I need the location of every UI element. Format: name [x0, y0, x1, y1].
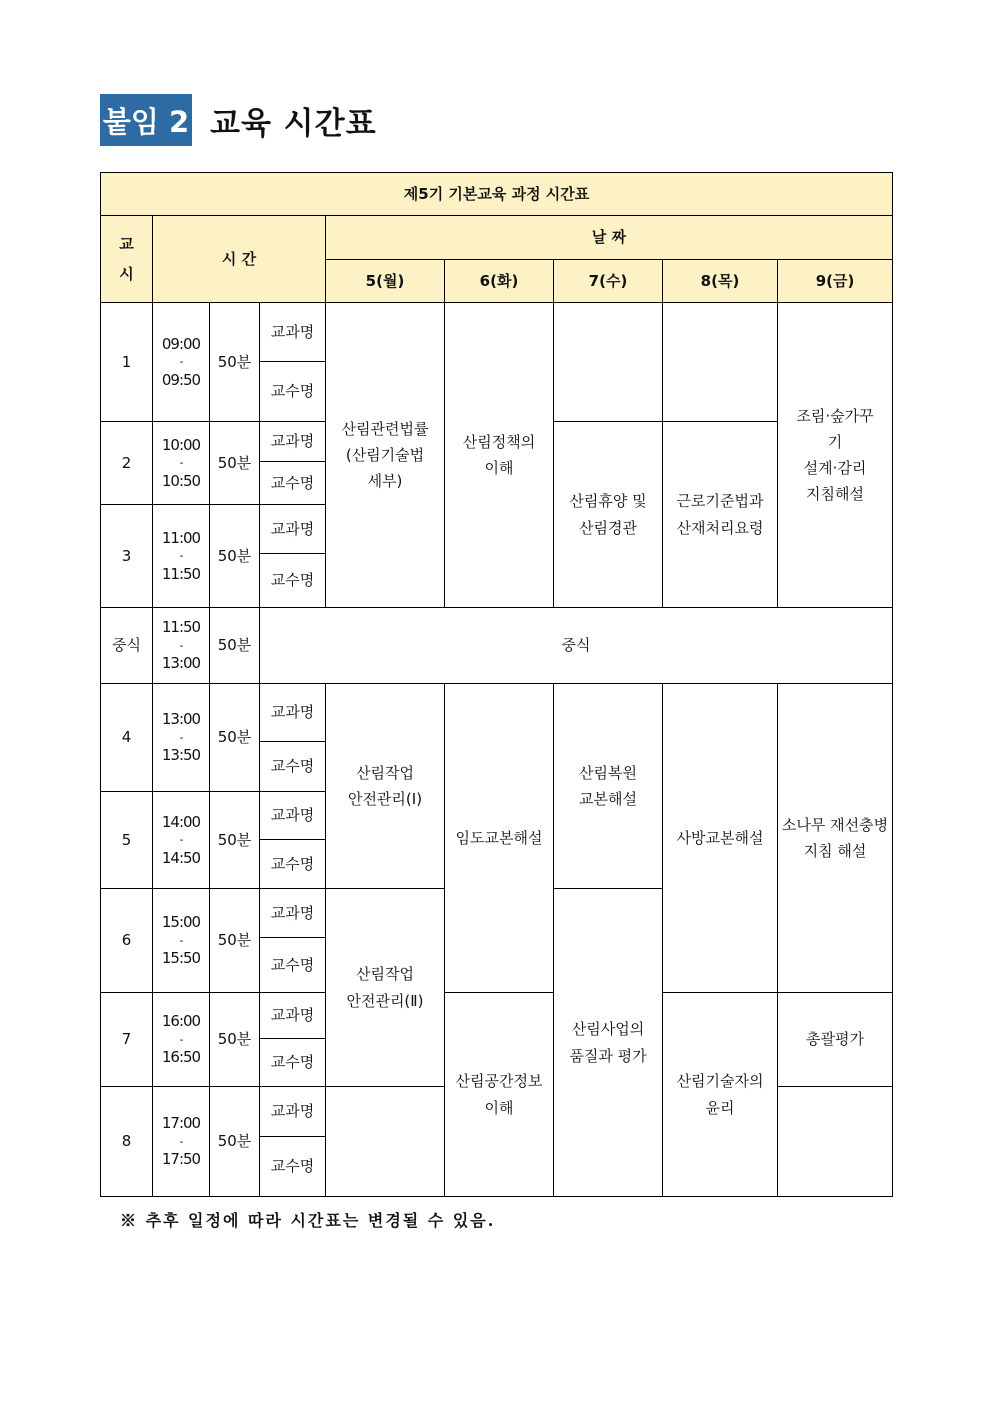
- table-caption: 제5기 기본교육 과정 시간표: [101, 173, 893, 216]
- course-wed-p1: [554, 303, 663, 422]
- header-date: 날 짜: [326, 216, 893, 260]
- course-mon-am: 산림관련법률 (산림기술법 세부): [326, 303, 445, 608]
- professor-label: 교수명: [260, 554, 326, 608]
- lunch-label: 중식: [101, 608, 153, 684]
- day-mon: 5(월): [326, 260, 445, 303]
- period-time: 16:00 - 16:50: [153, 993, 210, 1087]
- course-mon-p67: 산림작업 안전관리(Ⅱ): [326, 889, 445, 1087]
- period-time: 17:00 - 17:50: [153, 1087, 210, 1197]
- professor-label: 교수명: [260, 462, 326, 505]
- period-time: 15:00 - 15:50: [153, 889, 210, 993]
- course-mon-p8: [326, 1087, 445, 1197]
- day-tue: 6(화): [445, 260, 554, 303]
- schedule-change-note: ※ 추후 일정에 따라 시간표는 변경될 수 있음.: [120, 1211, 496, 1230]
- period-number: 8: [101, 1087, 153, 1197]
- course-fri-p7: 총괄평가: [778, 993, 893, 1087]
- header-period: 교 시: [101, 216, 153, 303]
- day-fri: 9(금): [778, 260, 893, 303]
- period-time: 11:00 - 11:50: [153, 505, 210, 608]
- period-time: 09:00 - 09:50: [153, 303, 210, 422]
- course-label: 교과명: [260, 792, 326, 840]
- page-heading: [100, 94, 377, 146]
- period-duration: 50분: [210, 684, 260, 792]
- course-wed-p45: 산림복원 교본해설: [554, 684, 663, 889]
- course-fri-p4-6: 소나무 재선충병 지침 해설: [778, 684, 893, 993]
- course-thu-am: 근로기준법과 산재처리요령: [663, 422, 778, 608]
- period-number: 7: [101, 993, 153, 1087]
- lunch-duration: 50분: [210, 608, 260, 684]
- page-title: 교육 시간표: [210, 105, 377, 142]
- period-duration: 50분: [210, 1087, 260, 1197]
- professor-label: 교수명: [260, 1137, 326, 1197]
- course-wed-p6-8: 산림사업의 품질과 평가: [554, 889, 663, 1197]
- period-number: 4: [101, 684, 153, 792]
- attachment-badge: 붙임 2: [100, 94, 192, 146]
- period-number: 5: [101, 792, 153, 889]
- period-number: 6: [101, 889, 153, 993]
- lunch-time: 11:50 - 13:00: [153, 608, 210, 684]
- period-time: 10:00 - 10:50: [153, 422, 210, 505]
- course-tue-p4-6: 임도교본해설: [445, 684, 554, 993]
- professor-label: 교수명: [260, 1039, 326, 1087]
- period-time: 14:00 - 14:50: [153, 792, 210, 889]
- course-label: 교과명: [260, 505, 326, 554]
- professor-label: 교수명: [260, 840, 326, 889]
- course-fri-p8: [778, 1087, 893, 1197]
- course-fri-am: 조림·숲가꾸 기 설계·감리 지침해설: [778, 303, 893, 608]
- lunch-cell: 중식: [260, 608, 893, 684]
- professor-label: 교수명: [260, 938, 326, 993]
- header-time: 시 간: [153, 216, 326, 303]
- period-duration: 50분: [210, 303, 260, 422]
- period-duration: 50분: [210, 792, 260, 889]
- day-wed: 7(수): [554, 260, 663, 303]
- course-label: 교과명: [260, 993, 326, 1039]
- course-wed-am: 산림휴양 및 산림경관: [554, 422, 663, 608]
- professor-label: 교수명: [260, 362, 326, 422]
- course-label: 교과명: [260, 1087, 326, 1137]
- period-time: 13:00 - 13:50: [153, 684, 210, 792]
- period-number: 2: [101, 422, 153, 505]
- period-number: 3: [101, 505, 153, 608]
- course-label: 교과명: [260, 684, 326, 742]
- course-tue-am: 산림정책의 이해: [445, 303, 554, 608]
- course-label: 교과명: [260, 303, 326, 362]
- course-tue-p7-8: 산림공간정보 이해: [445, 993, 554, 1197]
- timetable: [100, 172, 893, 1197]
- course-mon-p45: 산림작업 안전관리(Ⅰ): [326, 684, 445, 889]
- course-label: 교과명: [260, 889, 326, 938]
- course-thu-p7-8: 산림기술자의 윤리: [663, 993, 778, 1197]
- period-duration: 50분: [210, 993, 260, 1087]
- period-duration: 50분: [210, 505, 260, 608]
- day-thu: 8(목): [663, 260, 778, 303]
- course-thu-p1: [663, 303, 778, 422]
- professor-label: 교수명: [260, 742, 326, 792]
- course-label: 교과명: [260, 422, 326, 462]
- period-number: 1: [101, 303, 153, 422]
- course-thu-p4-6: 사방교본해설: [663, 684, 778, 993]
- period-duration: 50분: [210, 889, 260, 993]
- period-duration: 50분: [210, 422, 260, 505]
